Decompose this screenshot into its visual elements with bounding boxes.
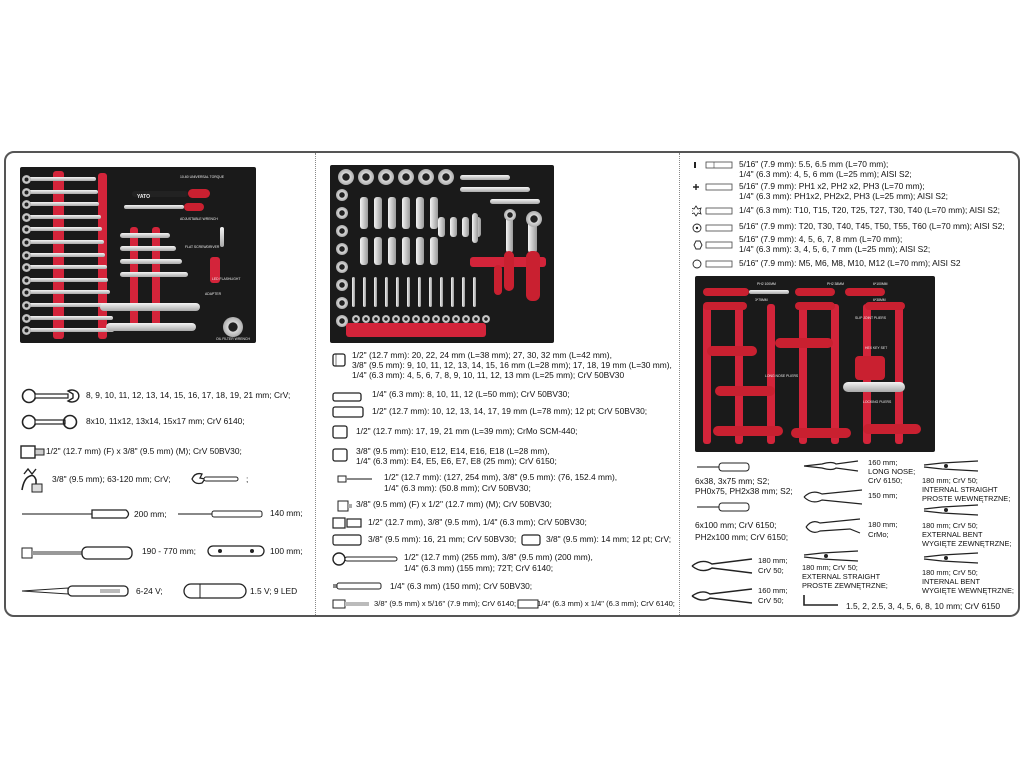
socket-shape [378, 169, 394, 185]
deep-socket-shape [374, 197, 382, 229]
product-sheet [4, 151, 1020, 617]
pliers-tray-photo [695, 276, 935, 452]
spec-text: 180 mm; CrV 50; [922, 521, 978, 530]
led-flashlight-icon [182, 581, 248, 601]
wrench-shape [26, 278, 108, 282]
bit-spec-text: 5/16" (7.9 mm): PH1 x2, PH2 x2, PH3 (L=70 mm); [739, 181, 925, 191]
spec-text: 1/2" (12.7 mm), 3/8" (9.5 mm), 1/4" (6.3 mm); CrV 50BV30; [368, 517, 587, 527]
deep-socket-shape [416, 197, 424, 229]
spec-text: PROSTE WEWNĘTRZNE; [922, 494, 1011, 503]
wrench-ring-shape [22, 301, 31, 310]
tray-label: ADAPTER [205, 292, 222, 296]
column-divider [679, 153, 680, 615]
small-socket-shape [462, 315, 470, 323]
large-wrench-shape [100, 303, 200, 311]
small-socket-shape [422, 315, 430, 323]
flat-screwdriver-icon [20, 507, 132, 521]
socket-shape [438, 169, 454, 185]
spec-text: LONG NOSE; [868, 467, 916, 476]
universal-joint-icon [331, 516, 365, 530]
spec-text: 3/8" (9.5 mm): 14 mm; 12 pt; CrV; [546, 534, 672, 544]
wrench-ring-shape [22, 200, 31, 209]
socket-shape [338, 169, 354, 185]
spec-text: EXTERNAL STRAIGHT [802, 572, 881, 581]
small-socket-shape [362, 315, 370, 323]
tray-label: PH2 100MM [757, 282, 776, 286]
diagonal-cutter-icon [690, 557, 756, 575]
spec-text: PH0x75, PH2x38 mm; S2; [695, 486, 793, 496]
wrench-ring-shape [22, 238, 31, 247]
deep-socket-shape [416, 237, 424, 265]
screwdriver-icon [695, 461, 753, 473]
wrench-shape [26, 190, 98, 194]
wrench-shape [26, 303, 111, 307]
torx-bit-icon [692, 222, 736, 234]
spec-text: 1/4" (6.3 mm): E4, E5, E6, E7, E8 (25 mm); CrV 6150; [356, 456, 557, 466]
tray-label: 3*75MM [755, 298, 768, 302]
spec-text: ; [246, 474, 249, 484]
spec-text: CrMo; [868, 530, 889, 539]
deep-socket-shape [374, 237, 382, 265]
wrench-shape [26, 316, 113, 320]
small-socket-shape [392, 315, 400, 323]
spec-text: 3/8" (9.5 mm) (F) x 1/2" (12.7 mm) (M); CrV 50BV30; [356, 499, 552, 509]
bit-spec-text: 5/16" (7.9 mm): 4, 5, 6, 7, 8 mm (L=70 mm); [739, 234, 903, 244]
spec-text: 1/4" (6.3 mm): 8, 10, 11, 12 (L=50 mm); CrV 50BV30; [372, 389, 570, 399]
spec-text: 1/2" (12.7 mm): 20, 22, 24 mm (L=38 mm); 27, 30, 32 mm (L=42 mm), [352, 350, 612, 360]
double-ring-wrench-shape [120, 246, 176, 251]
spec-text: 1/2" (12.7 mm): 17, 19, 21 mm (L=39 mm); CrMo SCM-440; [356, 426, 578, 436]
spec-text: 180 mm; CrV 50; [922, 568, 978, 577]
small-socket-shape [402, 315, 410, 323]
tray-label: 6*38MM [873, 298, 886, 302]
circlip-pliers-icon [922, 503, 982, 517]
bit-spec-text: 5/16" (7.9 mm): M5, M6, M8, M10, M12 (L=70 mm); AISI S2 [739, 258, 961, 268]
double-ring-wrench-shape [120, 233, 170, 238]
wrench-shape [26, 253, 105, 257]
bit-shape [440, 277, 443, 307]
spec-text: WYGIĘTE ZEWNĘTRZNE; [922, 539, 1012, 548]
circlip-pliers-icon [922, 551, 982, 565]
spline-bit-icon [692, 258, 736, 270]
socket-shape [418, 169, 434, 185]
bit-shape [352, 277, 355, 307]
tray-label: SLIP JOINT PLIERS [855, 316, 886, 320]
combination-pliers-icon [690, 587, 756, 605]
deep-socket-shape [402, 197, 410, 229]
socket-icon [331, 424, 349, 440]
hex-bit-icon [692, 239, 736, 251]
circlip-pliers-icon [802, 549, 862, 563]
spec-text: PROSTE ZEWNĘTRZNE; [802, 581, 888, 590]
double-ring-wrench-shape [120, 259, 182, 264]
socket-tray-photo [330, 165, 554, 343]
small-socket-shape [482, 315, 490, 323]
bit-spec-text: 1/4" (6.3 mm): 3, 4, 5, 6, 7 mm (L=25 mm); AISI S2; [739, 244, 931, 254]
ratchet-icon [331, 551, 401, 567]
spec-text: 140 mm; [270, 508, 303, 518]
flat-bit-icon [692, 159, 736, 171]
bit-shape [473, 277, 476, 307]
wrench-ring-shape [22, 276, 31, 285]
spec-text: 3/8" (9.5 mm): E10, E12, E14, E16, E18 (L=28 mm), [356, 446, 550, 456]
extension-bar-icon [336, 473, 376, 485]
socket-shape [336, 261, 348, 273]
double-ring-wrench-icon [20, 413, 80, 431]
combination-wrench-icon [20, 387, 80, 405]
socket-shape [336, 297, 348, 309]
small-socket-shape [372, 315, 380, 323]
small-socket-shape [472, 315, 480, 323]
tray-label: 6*100MM [873, 282, 888, 286]
spec-text: 8x10, 11x12, 13x14, 15x17 mm; CrV 6140; [86, 416, 245, 426]
deep-socket-shape [388, 237, 396, 265]
wrench-shape [26, 177, 96, 181]
socket-shape [336, 225, 348, 237]
socket-shape [336, 189, 348, 201]
spec-text: 3/8" (9.5 mm): 16, 21 mm; CrV 50BV30; [368, 534, 517, 544]
adjustable-wrench-icon [190, 471, 242, 487]
spark-plug-socket-icon [331, 533, 365, 547]
slip-joint-pliers-icon [802, 489, 866, 505]
bit-shape [374, 277, 377, 307]
large-wrench-shape [106, 323, 196, 331]
bit-spec-text: 1/4" (6.3 mm): 4, 5, 6 mm (L=25 mm); AISI S2; [739, 169, 912, 179]
bit-spec-text: 5/16" (7.9 mm): 5.5, 6.5 mm (L=70 mm); [739, 159, 889, 169]
spec-text: 1/2" (12.7 mm): 10, 12, 13, 14, 17, 19 mm (L=78 mm); 12 pt; CrV 50BV30; [372, 406, 648, 416]
socket-icon [331, 447, 351, 463]
tray-label: HEX KEY SET [865, 346, 888, 350]
wrench-ring-shape [22, 251, 31, 260]
small-socket-shape [412, 315, 420, 323]
wrench-ring-shape [22, 175, 31, 184]
bit-holder-icon [331, 581, 385, 591]
wrench-tray-photo [20, 167, 256, 343]
spec-text: CrV 50; [758, 566, 784, 575]
bit-shape [451, 277, 454, 307]
universal-socket-icon [18, 466, 50, 496]
wrench-ring-shape [22, 288, 31, 297]
spec-text: 160 mm; [868, 458, 898, 467]
wrench-shape [26, 215, 101, 219]
bit-shape [418, 277, 421, 307]
spec-text: 8, 9, 10, 11, 12, 13, 14, 15, 16, 17, 18, 19, 21 mm; CrV; [86, 390, 291, 400]
spec-text: INTERNAL STRAIGHT [922, 485, 998, 494]
tray-label: OIL FILTER WRENCH [216, 337, 250, 341]
spec-text: CrV 50; [758, 596, 784, 605]
wrench-shape [26, 240, 104, 244]
spec-text: WYGIĘTE WEWNĘTRZNE; [922, 586, 1014, 595]
spec-text: 1/2" (12.7 mm) (255 mm), 3/8" (9.5 mm) (200 mm), [404, 552, 593, 562]
hex-key-icon [802, 593, 842, 607]
tray-label: YATO [137, 194, 150, 200]
wrench-shape [26, 202, 99, 206]
adapter-shape [450, 217, 457, 237]
spec-text: 1/4" (6.3 mm) (155 mm); 72T; CrV 6140; [404, 563, 554, 573]
deep-socket-shape [360, 237, 368, 265]
spec-text: 200 mm; [134, 509, 167, 519]
spec-text: 3/8" (9.5 mm); 63-120 mm; CrV; [52, 474, 171, 484]
spec-text: 6-24 V; [136, 586, 163, 596]
socket-adapter-icon [336, 499, 354, 513]
wrench-shape [26, 265, 107, 269]
spec-text: 180 mm; [758, 556, 788, 565]
socket-shape [398, 169, 414, 185]
spark-plug-socket-icon [520, 533, 542, 547]
deep-socket-shape [430, 237, 438, 265]
torx-bit-icon [692, 205, 736, 217]
bit-shape [462, 277, 465, 307]
spec-text: 1.5, 2, 2.5, 3, 4, 5, 6, 8, 10 mm; CrV 6150 [846, 601, 1001, 611]
tray-label: 10-60 UNIVERSAL TORQUE [180, 175, 225, 179]
spec-text: 180 mm; CrV 50; [802, 563, 858, 572]
column-divider [315, 153, 316, 615]
spec-text: 180 mm; [868, 520, 898, 529]
spec-text: 6x100 mm; CrV 6150; [695, 520, 777, 530]
bit-shape [407, 277, 410, 307]
spec-text: 1/4" (6.3 mm): (50.8 mm); CrV 50BV30; [384, 483, 531, 493]
bit-shape [363, 277, 366, 307]
deep-socket-shape [402, 237, 410, 265]
socket-icon [331, 405, 365, 419]
bit-spec-text: 5/16" (7.9 mm): T20, T30, T40, T45, T50, T55, T60 (L=70 mm); AISI S2; [739, 221, 1005, 231]
bit-adapter-icon [331, 597, 373, 611]
small-socket-shape [452, 315, 460, 323]
locking-pliers-icon [802, 517, 866, 537]
spec-text: 150 mm; [868, 491, 898, 500]
wrench-ring-shape [22, 188, 31, 197]
spec-text: 160 mm; [758, 586, 788, 595]
wrench-shape [26, 328, 114, 332]
socket-icon [331, 352, 347, 368]
phillips-bit-icon [692, 181, 736, 193]
adapter-shape [462, 217, 469, 237]
wrench-ring-shape [22, 263, 31, 272]
tray-label: ADJUSTABLE WRENCH [180, 217, 218, 221]
spec-text: 100 mm; [270, 546, 303, 556]
tray-label: LOCKING PLIERS [863, 400, 892, 404]
small-socket-shape [432, 315, 440, 323]
tray-label: FLAT SCREWDRIVER [185, 245, 220, 249]
wrench-shape [26, 227, 102, 231]
spec-text: 1/4" (6.3 mm): 4, 5, 6, 7, 8, 9, 10, 11, 12, 13 mm (L=25 mm); CrV 50BV30 [352, 370, 625, 380]
wrench-shape [26, 290, 110, 294]
socket-icon [331, 391, 365, 403]
small-socket-shape [442, 315, 450, 323]
socket-shape [336, 279, 348, 291]
screwdriver-icon [695, 501, 753, 513]
socket-shape [358, 169, 374, 185]
tray-label: PH2 38MM [827, 282, 844, 286]
bit-shape [429, 277, 432, 307]
telescopic-magnet-icon [20, 545, 136, 561]
bit-shape [385, 277, 388, 307]
spec-text: 1/2" (12.7 mm): (127, 254 mm), 3/8" (9.5 mm): (76, 152.4 mm), [384, 472, 618, 482]
spec-text: 3/8" (9.5 mm): 9, 10, 11, 12, 13, 14, 15, 16 mm (L=28 mm); 17, 18, 19 mm (L=30 mm), [352, 360, 672, 370]
spec-text: INTERNAL BENT [922, 577, 981, 586]
spec-text: 180 mm; CrV 50; [922, 476, 978, 485]
double-ring-wrench-shape [120, 272, 188, 277]
precision-screwdriver-icon [176, 509, 266, 519]
bit-shape [396, 277, 399, 307]
spec-text: 1.5 V; 9 LED [250, 586, 298, 596]
voltage-tester-icon [20, 583, 132, 599]
spec-text: EXTERNAL BENT [922, 530, 983, 539]
wrench-ring-shape [22, 225, 31, 234]
small-socket-shape [382, 315, 390, 323]
circlip-pliers-icon [922, 459, 982, 473]
spec-text: 6x38, 3x75 mm; S2; [695, 476, 770, 486]
spec-text: CrV 6150; [868, 476, 903, 485]
socket-shape [336, 243, 348, 255]
spec-text: PH2x100 mm; CrV 6150; [695, 532, 789, 542]
tray-label: LONG NOSE PLIERS [765, 374, 799, 378]
bit-spec-text: 1/4" (6.3 mm): T10, T15, T20, T25, T27, T30, T40 (L=70 mm); AISI S2; [739, 205, 1000, 215]
spec-text: 190 - 770 mm; [142, 546, 196, 556]
wrench-ring-shape [22, 213, 31, 222]
wrench-ring-shape [22, 314, 31, 323]
spec-text: 1/2" (12.7 mm) (F) x 3/8" (9.5 mm) (M); CrV 50BV30; [46, 446, 242, 456]
small-socket-shape [352, 315, 360, 323]
bit-spec-text: 1/4" (6.3 mm): PH1x2, PH2x2, PH3 (L=25 mm); AISI S2; [739, 191, 948, 201]
deep-socket-shape [430, 197, 438, 229]
oil-filter-wrench-icon [206, 544, 266, 558]
spec-text: 3/8" (9.5 mm) x 5/16" (7.9 mm); CrV 6140; [374, 599, 517, 608]
wrench-ring-shape [22, 326, 31, 335]
deep-socket-shape [360, 197, 368, 229]
long-nose-pliers-icon [802, 459, 862, 473]
tray-label: LED FLASHLIGHT [212, 277, 241, 281]
socket-shape [336, 207, 348, 219]
adapter-shape [438, 217, 445, 237]
spec-text: 1/4" (6.3 mm) (150 mm); CrV 50BV30; [390, 581, 533, 591]
deep-socket-shape [388, 197, 396, 229]
spec-text: 1/4" (6.3 mm) x 1/4" (6.3 mm); CrV 6140; [537, 599, 675, 608]
